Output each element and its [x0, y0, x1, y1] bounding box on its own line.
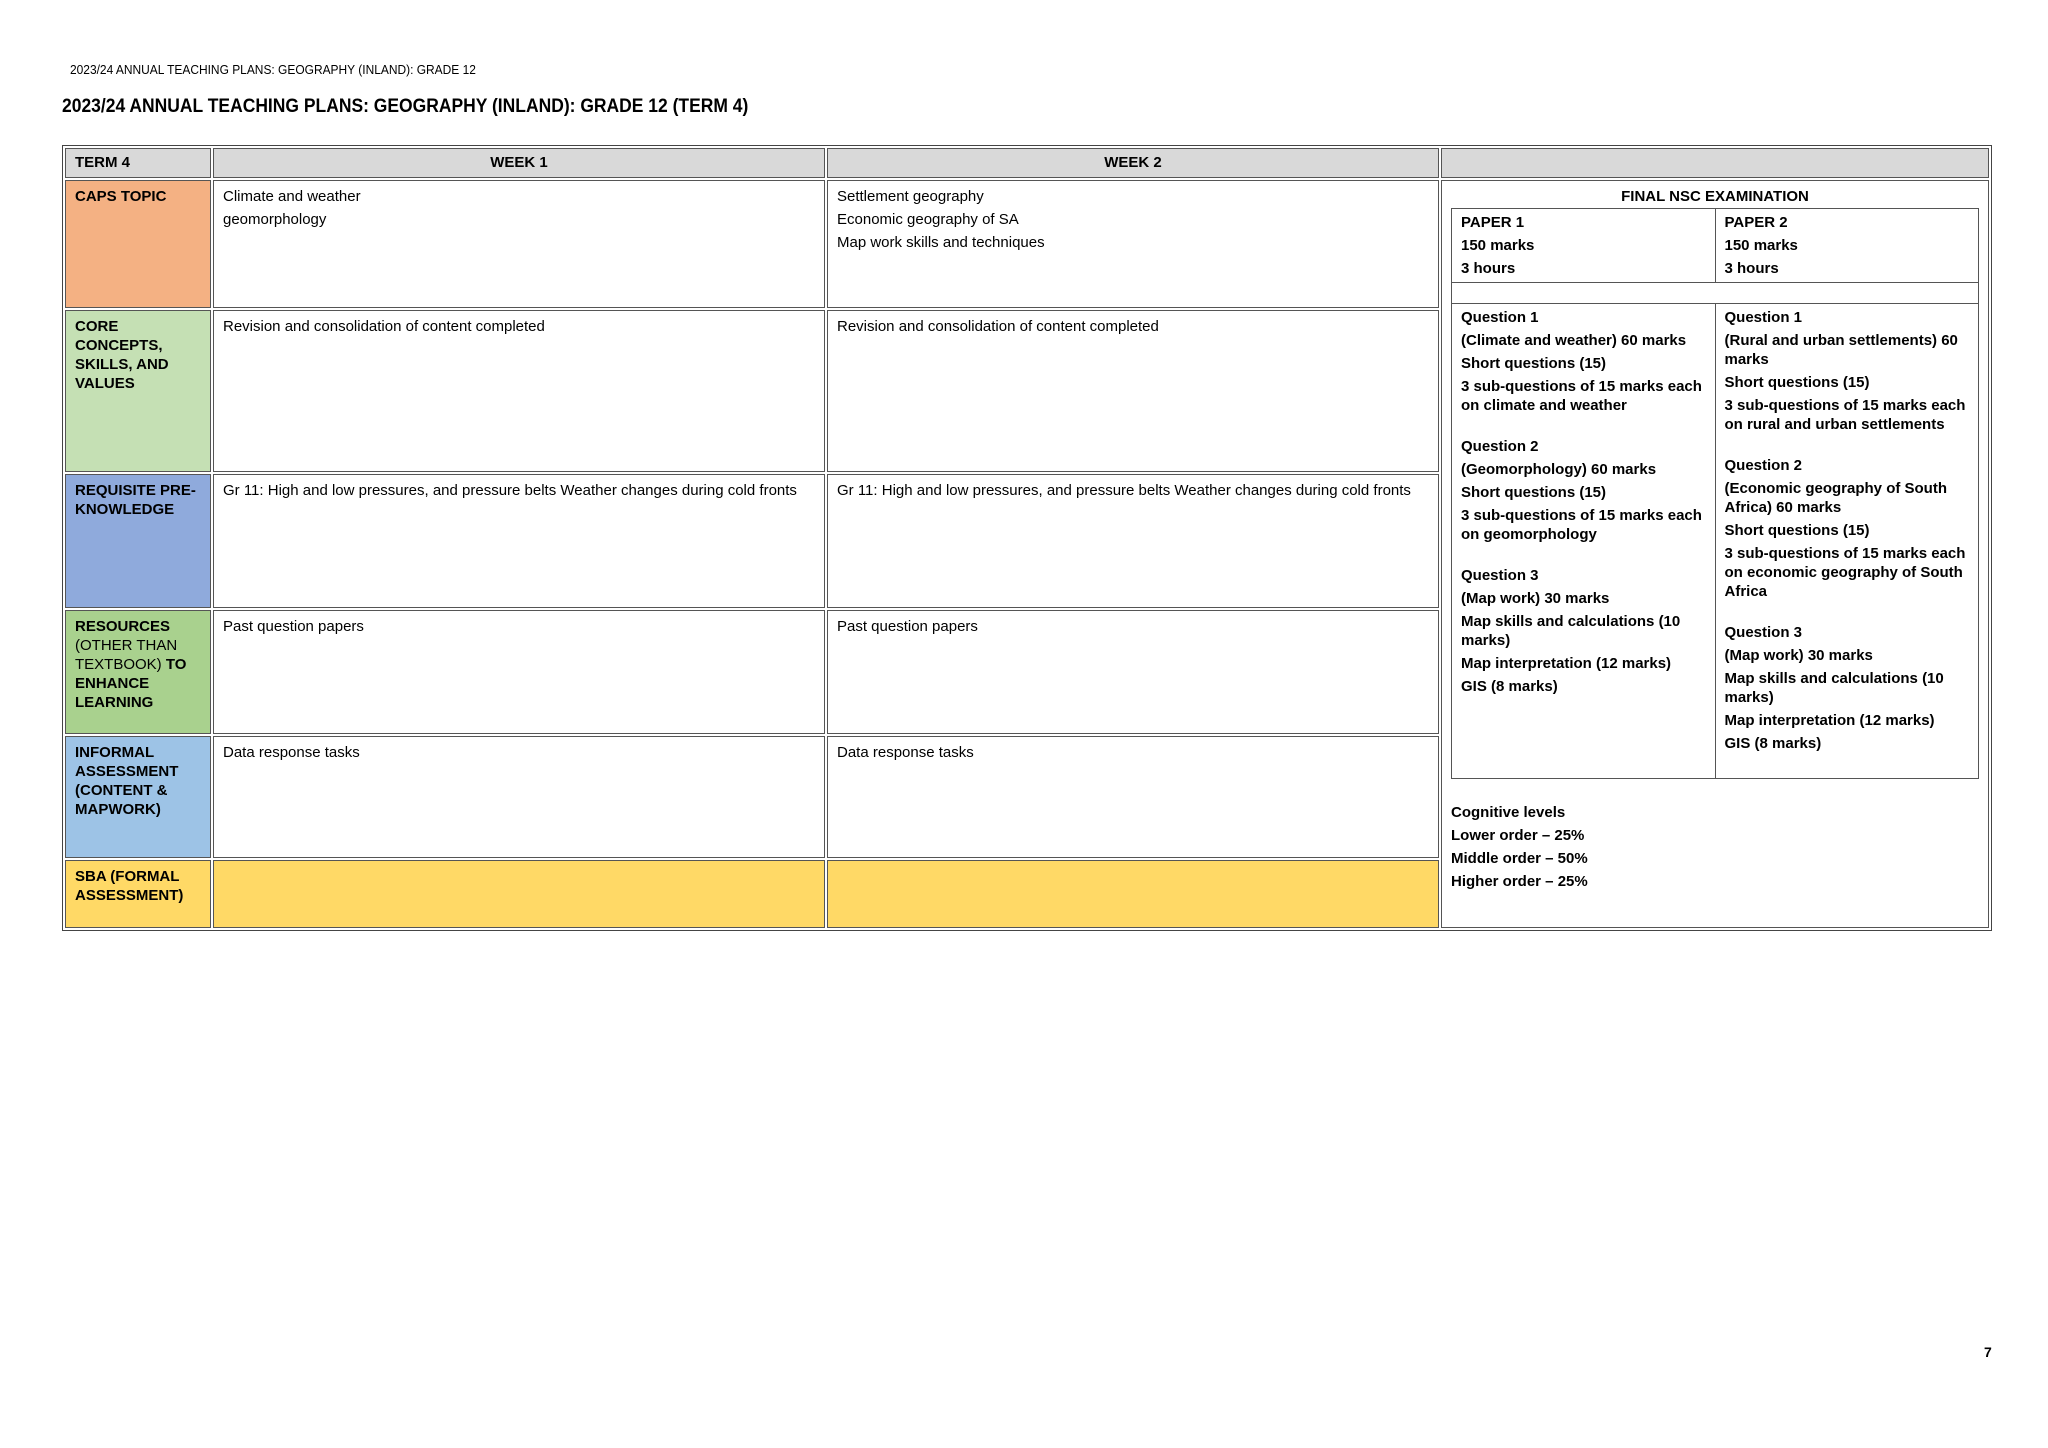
final-nsc-examination [1441, 180, 1989, 928]
sba-week-2 [827, 860, 1439, 928]
caps-week-1-line: Climate and weather [223, 188, 361, 205]
question-line: (Geomorphology) 60 marks [1461, 461, 1657, 478]
page-title: 2023/24 ANNUAL TEACHING PLANS: GEOGRAPHY (INLAND): GRADE 12 (TERM 4) [62, 96, 749, 117]
question-line: Short questions (15) [1724, 374, 1870, 391]
caps-week-1-line: geomorphology [223, 211, 327, 228]
label-informal-assessment: INFORMAL ASSESSMENT (CONTENT & MAPWORK) [65, 736, 211, 858]
cognitive-lower: Lower order – 25% [1451, 827, 1585, 844]
inf-week-2: Data response tasks [827, 736, 1439, 858]
paper-1-questions [1452, 304, 1716, 779]
paper-2-title: PAPER 2 [1724, 214, 1788, 231]
question-line: Short questions (15) [1461, 355, 1607, 372]
paper-2-head [1715, 209, 1979, 283]
question-line: (Map work) 30 marks [1461, 590, 1610, 607]
row-caps-topic [65, 180, 1989, 308]
paper-1-duration: 3 hours [1461, 260, 1516, 277]
question-line: (Economic geography of South Africa) 60 marks [1724, 480, 1948, 516]
req-week-2: Gr 11: High and low pressures, and pressure belts Weather changes during cold fronts [827, 474, 1439, 608]
core-week-1: Revision and consolidation of content completed [213, 310, 825, 472]
question-line: (Rural and urban settlements) 60 marks [1724, 332, 1958, 368]
cognitive-middle: Middle order – 50% [1451, 850, 1588, 867]
caps-week-1 [213, 180, 825, 308]
resources-label-a: RESOURCES [75, 618, 171, 635]
header-week-1: WEEK 1 [213, 148, 825, 178]
question-line: Question 3 [1461, 567, 1539, 584]
question-line: Question 2 [1724, 457, 1803, 474]
paper-2-question-2 [1725, 456, 1970, 601]
resources-label-b: TO ENHANCE LEARNING [75, 656, 187, 711]
res-week-1: Past question papers [213, 610, 825, 734]
req-week-1: Gr 11: High and low pressures, and pressure belts Weather changes during cold fronts [213, 474, 825, 608]
teaching-plan-table [62, 145, 1992, 931]
caps-week-2 [827, 180, 1439, 308]
paper-1-head [1452, 209, 1716, 283]
question-line: Question 1 [1724, 309, 1803, 326]
question-line: Question 2 [1461, 438, 1539, 455]
papers-head-row [1452, 209, 1979, 283]
caps-week-2-line: Settlement geography [837, 188, 984, 205]
header-term: TERM 4 [65, 148, 211, 178]
paper-1-question-1 [1461, 308, 1706, 415]
label-resources [65, 610, 211, 734]
question-line: Map interpretation (12 marks) [1461, 655, 1672, 672]
caps-week-2-line: Economic geography of SA [837, 211, 1019, 228]
question-line: GIS (8 marks) [1461, 678, 1558, 695]
header-week-2: WEEK 2 [827, 148, 1439, 178]
header-empty [1441, 148, 1989, 178]
cognitive-levels [1451, 803, 1979, 891]
nsc-papers-table [1451, 208, 1979, 779]
question-line: Question 3 [1724, 624, 1803, 641]
inf-week-1: Data response tasks [213, 736, 825, 858]
question-line: Map skills and calculations (10 marks) [1724, 670, 1944, 706]
sba-week-1 [213, 860, 825, 928]
res-week-2: Past question papers [827, 610, 1439, 734]
cognitive-title: Cognitive levels [1451, 804, 1566, 821]
paper-1-question-2 [1461, 437, 1706, 544]
question-line: 3 sub-questions of 15 marks each on geomorphology [1461, 507, 1702, 543]
table-header-row [65, 148, 1989, 178]
question-line: (Climate and weather) 60 marks [1461, 332, 1687, 349]
question-line: Question 1 [1461, 309, 1539, 326]
spacer-cell [1452, 283, 1979, 304]
paper-1-title: PAPER 1 [1461, 214, 1525, 231]
question-line: 3 sub-questions of 15 marks each on climate and weather [1461, 378, 1702, 414]
papers-spacer-row [1452, 283, 1979, 304]
paper-2-question-3 [1725, 623, 1970, 753]
paper-2-questions [1715, 304, 1979, 779]
resources-label-normal: (OTHER THAN TEXTBOOK) [75, 637, 178, 673]
cognitive-higher: Higher order – 25% [1451, 873, 1588, 890]
caps-week-2-line: Map work skills and techniques [837, 234, 1045, 251]
paper-2-question-1 [1725, 308, 1970, 434]
question-line: 3 sub-questions of 15 marks each on economic geography of South Africa [1724, 545, 1966, 600]
question-line: (Map work) 30 marks [1724, 647, 1873, 664]
papers-questions-row [1452, 304, 1979, 779]
question-line: Short questions (15) [1724, 522, 1870, 539]
page-number: 7 [1984, 1344, 1992, 1360]
question-line: Map skills and calculations (10 marks) [1461, 613, 1681, 649]
label-requisite-pre-knowledge: REQUISITE PRE-KNOWLEDGE [65, 474, 211, 608]
core-week-2: Revision and consolidation of content completed [827, 310, 1439, 472]
paper-2-marks: 150 marks [1724, 237, 1798, 254]
label-caps-topic: CAPS TOPIC [65, 180, 211, 308]
question-line: 3 sub-questions of 15 marks each on rural and urban settlements [1724, 397, 1966, 433]
paper-1-marks: 150 marks [1461, 237, 1535, 254]
question-line: Short questions (15) [1461, 484, 1607, 501]
running-header: 2023/24 ANNUAL TEACHING PLANS: GEOGRAPHY (INLAND): GRADE 12 [70, 62, 476, 77]
nsc-title: FINAL NSC EXAMINATION [1621, 188, 1809, 205]
label-sba: SBA (FORMAL ASSESSMENT) [65, 860, 211, 928]
question-line: Map interpretation (12 marks) [1724, 712, 1935, 729]
question-line: GIS (8 marks) [1724, 735, 1822, 752]
label-core-concepts: CORE CONCEPTS, SKILLS, AND VALUES [65, 310, 211, 472]
paper-2-duration: 3 hours [1724, 260, 1779, 277]
paper-1-question-3 [1461, 566, 1706, 696]
